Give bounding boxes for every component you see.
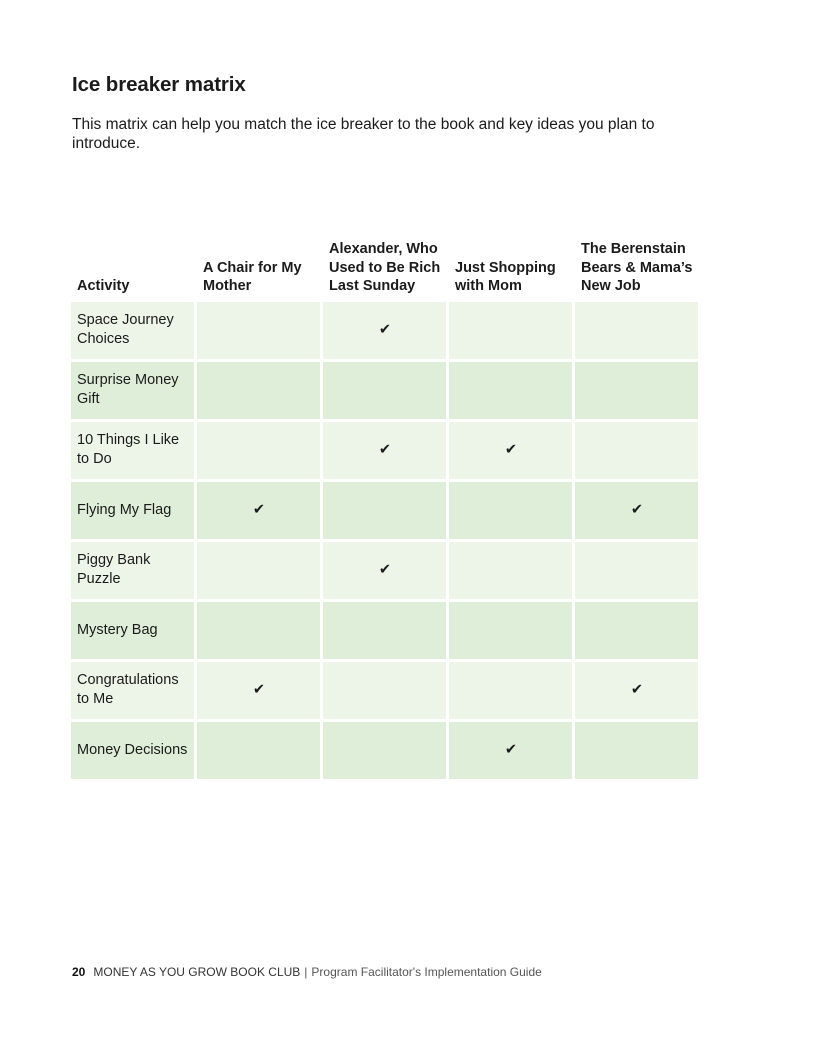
match-cell (575, 482, 698, 539)
header-row (71, 240, 698, 299)
match-cell (323, 362, 446, 419)
match-cell (197, 482, 320, 539)
match-cell (323, 422, 446, 479)
table-row (71, 602, 698, 659)
match-cell (575, 542, 698, 599)
activity-cell: Surprise Money Gift (71, 362, 194, 419)
table-row (71, 542, 698, 599)
checkmark-icon: ✔ (378, 441, 392, 458)
ice-breaker-matrix-table (68, 237, 701, 782)
match-cell (449, 542, 572, 599)
activity-cell: Mystery Bag (71, 602, 194, 659)
footer-separator: | (304, 965, 308, 979)
table-row (71, 482, 698, 539)
checkmark-icon: ✔ (630, 681, 644, 698)
match-cell (323, 302, 446, 359)
checkmark-icon: ✔ (630, 501, 644, 518)
column-header-book-4: The Berenstain Bears & Mama’s New Job (581, 241, 693, 294)
match-cell (449, 302, 572, 359)
match-cell (323, 662, 446, 719)
table-row (71, 662, 698, 719)
activity-cell: 10 Things I Like to Do (71, 422, 194, 479)
activity-cell: Space Journey Choices (71, 302, 194, 359)
match-cell (449, 482, 572, 539)
table-row (71, 422, 698, 479)
match-cell (323, 542, 446, 599)
table-row (71, 362, 698, 419)
matrix-body (71, 302, 698, 779)
activity-cell: Congratulations to Me (71, 662, 194, 719)
footer-title: MONEY AS YOU GROW BOOK CLUB (93, 965, 301, 979)
checkmark-icon: ✔ (378, 321, 392, 338)
checkmark-icon: ✔ (504, 741, 518, 758)
activity-cell: Piggy Bank Puzzle (71, 542, 194, 599)
page-footer (72, 965, 542, 979)
match-cell (323, 722, 446, 779)
match-cell (323, 602, 446, 659)
checkmark-icon: ✔ (252, 681, 266, 698)
column-header-book-2: Alexander, Who Used to Be Rich Last Sunday (329, 241, 441, 294)
match-cell (575, 662, 698, 719)
match-cell (449, 602, 572, 659)
intro-paragraph: This matrix can help you match the ice breaker to the book and key ideas you plan to introduce. (72, 116, 655, 152)
column-header-book-3: Just Shopping with Mom (455, 259, 556, 294)
match-cell (575, 302, 698, 359)
column-header-book-1: A Chair for My Mother (203, 259, 302, 294)
match-cell (197, 602, 320, 659)
activity-cell: Flying My Flag (71, 482, 194, 539)
match-cell (575, 722, 698, 779)
footer-subtitle: Program Facilitator's Implementation Guide (311, 965, 542, 979)
table-row (71, 722, 698, 779)
match-cell (449, 362, 572, 419)
match-cell (197, 662, 320, 719)
match-cell (197, 302, 320, 359)
match-cell (197, 422, 320, 479)
activity-cell: Money Decisions (71, 722, 194, 779)
match-cell (575, 362, 698, 419)
match-cell (575, 602, 698, 659)
column-header-activity: Activity (77, 278, 130, 294)
checkmark-icon: ✔ (252, 501, 266, 518)
match-cell (197, 722, 320, 779)
checkmark-icon: ✔ (378, 561, 392, 578)
checkmark-icon: ✔ (504, 441, 518, 458)
match-cell (197, 542, 320, 599)
match-cell (575, 422, 698, 479)
table-row (71, 302, 698, 359)
match-cell (449, 422, 572, 479)
match-cell (449, 662, 572, 719)
page-number: 20 (72, 965, 86, 979)
match-cell (449, 722, 572, 779)
match-cell (323, 482, 446, 539)
match-cell (197, 362, 320, 419)
page-title: Ice breaker matrix (72, 73, 246, 96)
